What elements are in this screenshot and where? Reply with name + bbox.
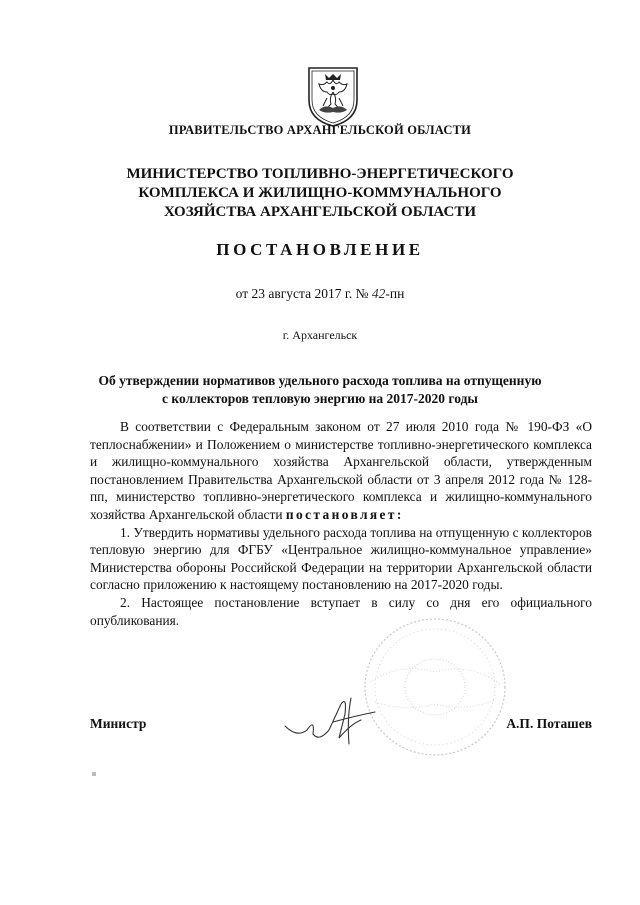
coat-of-arms-icon bbox=[303, 64, 363, 128]
date-prefix: от 23 августа 2017 г. № bbox=[235, 286, 372, 301]
document-body bbox=[90, 418, 592, 629]
item-1-paragraph: 1. Утвердить нормативы удельного расхода топлива на отпущенную с коллекторов тепловую энергию для ФГБУ «Центральное жилищно-коммунальное управление» Министерства обороны Российской Федерации на территории Архангельской области согласно приложению к настоящему постановлению на 2017-2020 годы. bbox=[90, 524, 592, 593]
city: г. Архангельск bbox=[282, 328, 358, 342]
preamble-text: В соответствии с Федеральным законом от 27 июля 2010 года № 190-ФЗ «О теплоснабжении» и Положением о министерстве топливно-энергетического комплекса и жилищно-коммунального хозяйства Архангельской области, утвержденным постановлением Правительства Архангельской области от 3 апреля 2012 года № 128-пп, министерство топливно-энергетического комплекса и жилищно-коммунального хозяйства Архангельской области bbox=[90, 419, 592, 522]
government-title: ПРАВИТЕЛЬСТВО АРХАНГЕЛЬСКОЙ ОБЛАСТИ bbox=[168, 123, 472, 137]
signatory-position: Министр bbox=[90, 716, 147, 731]
number-suffix: -пн bbox=[385, 286, 405, 301]
ministry-title-line: МИНИСТЕРСТВО ТОПЛИВНО-ЭНЕРГЕТИЧЕСКОГО bbox=[126, 166, 514, 182]
document-number: 42 bbox=[371, 286, 386, 301]
ministry-title-line: КОМПЛЕКСА И ЖИЛИЩНО-КОММУНАЛЬНОГО bbox=[138, 185, 502, 201]
ministry-title bbox=[0, 165, 640, 222]
decree-word: постановляет: bbox=[285, 506, 404, 522]
document-type: ПОСТАНОВЛЕНИЕ bbox=[216, 240, 424, 259]
signatory-name: А.П. Поташев bbox=[506, 716, 592, 731]
date-and-number bbox=[0, 286, 640, 302]
subject-line: Об утверждении нормативов удельного расхода топлива на отпущенную bbox=[98, 373, 542, 388]
preamble-paragraph bbox=[90, 418, 592, 524]
item-2-paragraph: 2. Настоящее постановление вступает в силу со дня его официального опубликования. bbox=[90, 594, 592, 628]
handwritten-signature bbox=[275, 690, 415, 748]
subject-line: с коллекторов тепловую энергию на 2017-2020 годы bbox=[162, 391, 478, 406]
ministry-title-line: ХОЗЯЙСТВА АРХАНГЕЛЬСКОЙ ОБЛАСТИ bbox=[163, 204, 477, 220]
document-subject bbox=[0, 372, 640, 408]
scan-mark bbox=[92, 772, 96, 776]
